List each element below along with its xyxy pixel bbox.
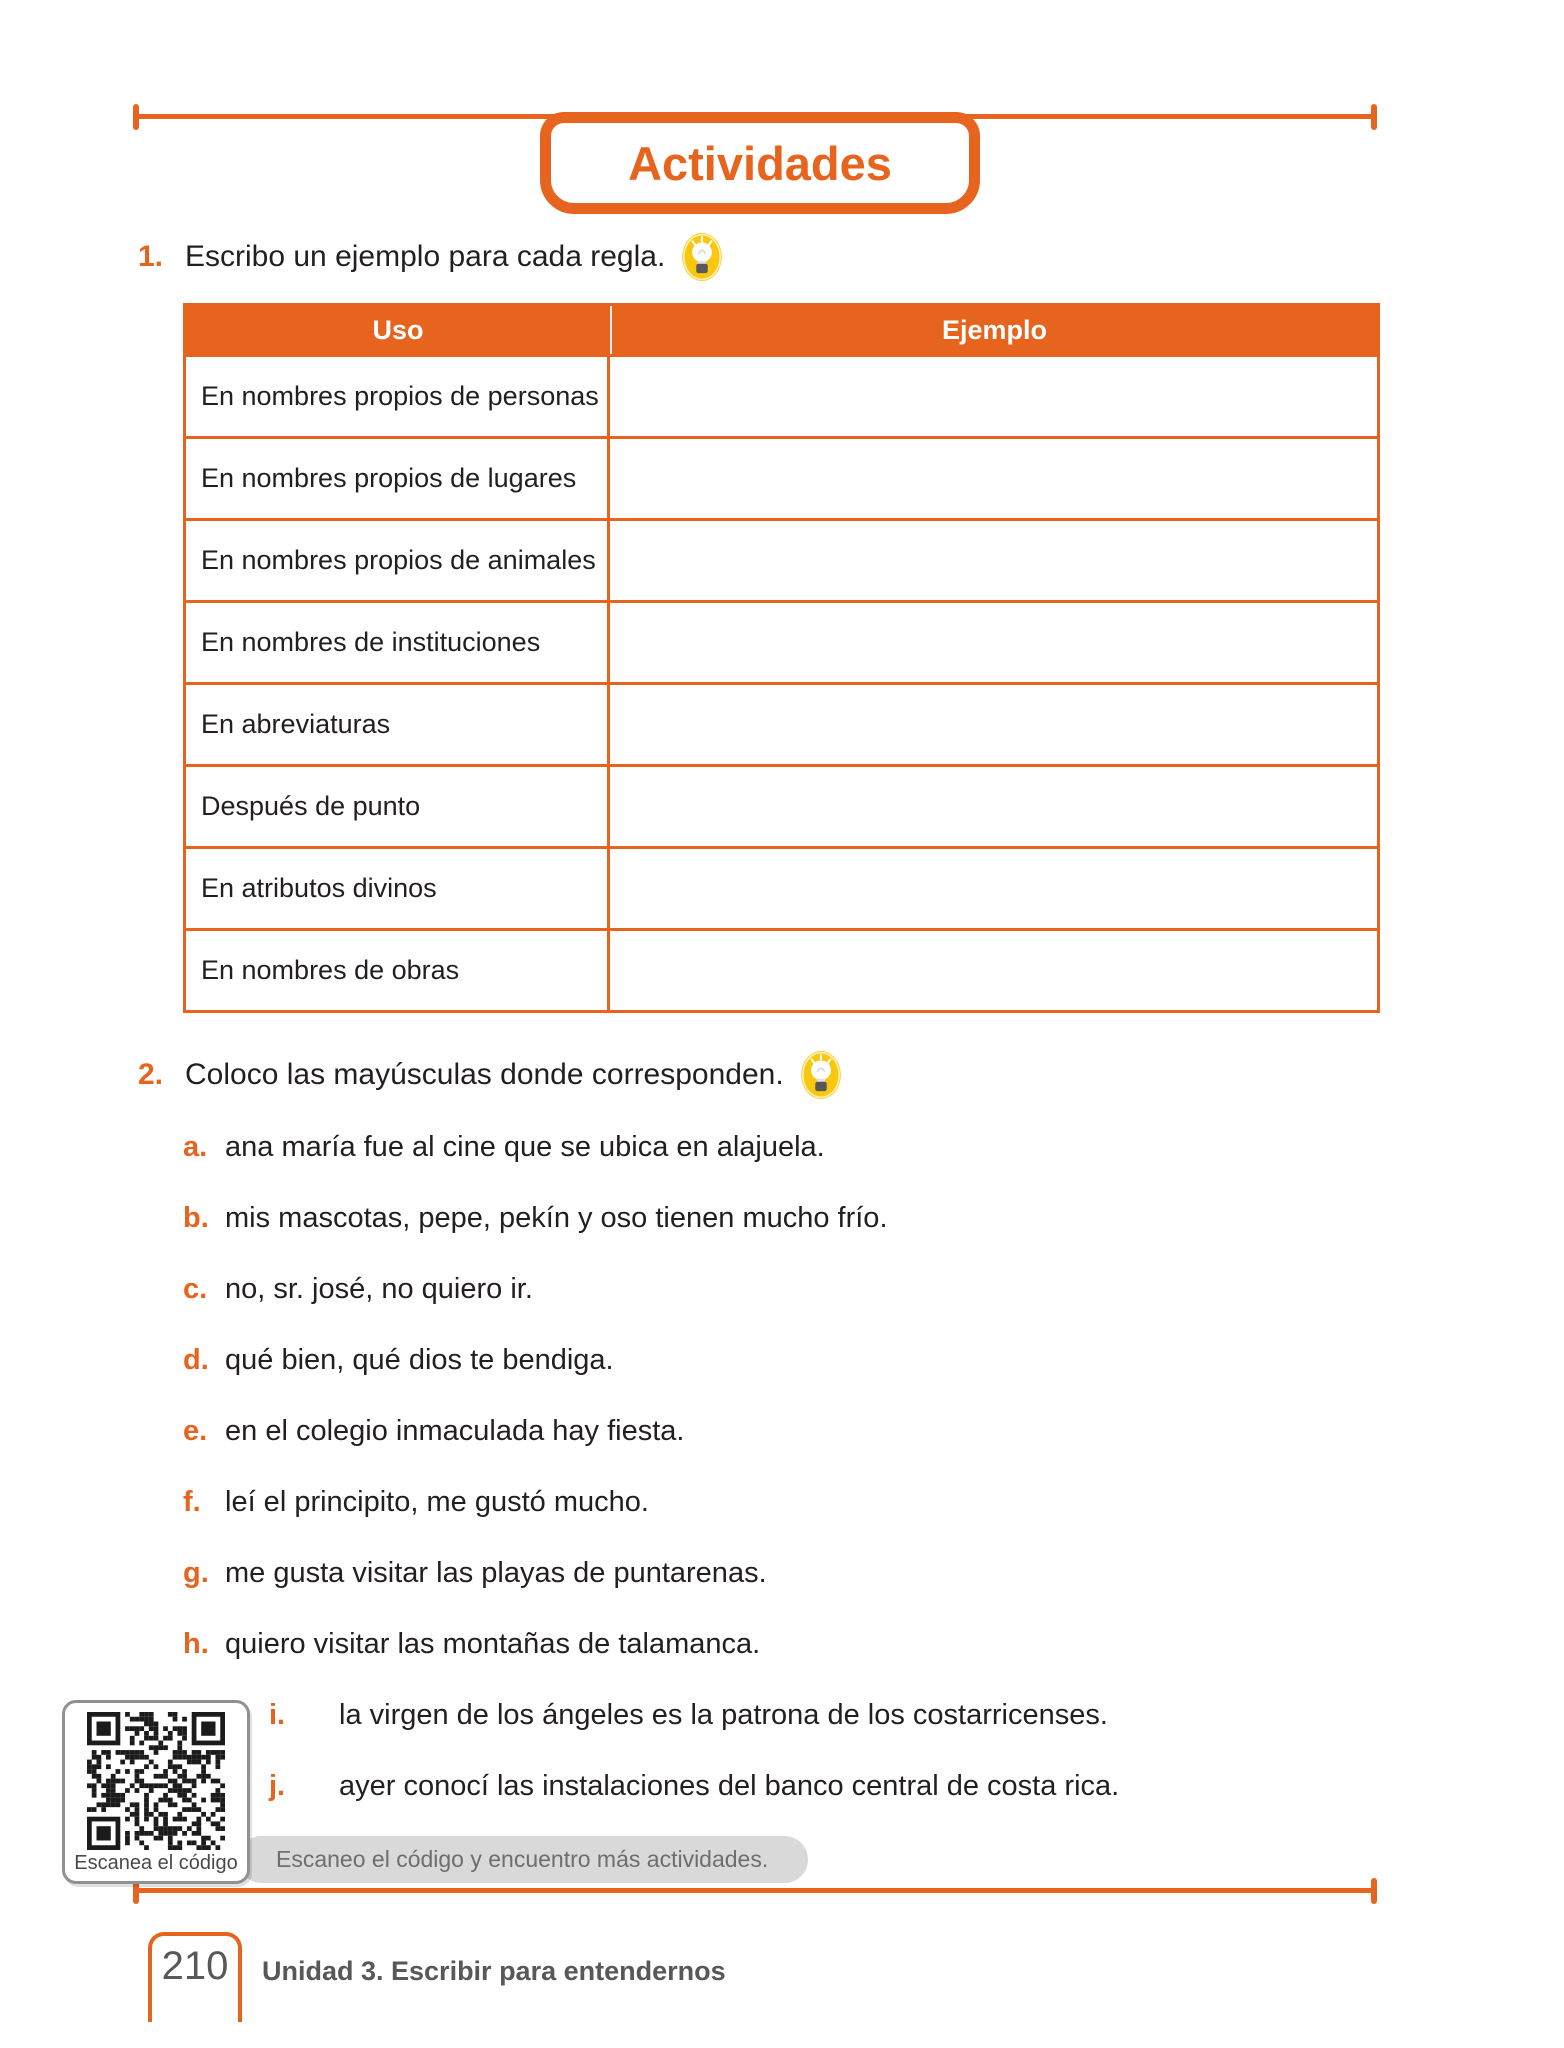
item-sentence: en el colegio inmaculada hay fiesta.: [225, 1415, 685, 1447]
item-letter: h.: [183, 1628, 209, 1660]
exercise2-instruction: Coloco las mayúsculas donde corresponden.: [185, 1058, 784, 1091]
table-row: [186, 436, 1377, 518]
uso-cell: En nombres propios de lugares: [186, 439, 610, 518]
rules-table: [183, 303, 1380, 1013]
page-number-box: [148, 1932, 242, 2022]
bottom-divider: [135, 1888, 1375, 1893]
qr-code-icon: [87, 1712, 225, 1850]
item-sentence: qué bien, qué dios te bendiga.: [225, 1344, 614, 1376]
item-sentence: me gusta visitar las playas de puntarenas.: [225, 1557, 767, 1589]
divider-right-tick: [1371, 104, 1377, 130]
item-letter: a.: [183, 1131, 208, 1163]
uso-cell: En nombres de instituciones: [186, 603, 610, 682]
item-sentence: leí el principito, me gustó mucho.: [225, 1486, 649, 1518]
ejemplo-cell: [610, 931, 1377, 1010]
item-letter: e.: [183, 1415, 208, 1447]
exercise2-items: [183, 1112, 1433, 1822]
list-item: [183, 1609, 1433, 1680]
list-item: [183, 1396, 1433, 1467]
page-title: Actividades: [628, 136, 892, 190]
exercise2-number: 2.: [138, 1058, 164, 1091]
item-letter: f.: [183, 1486, 201, 1518]
item-letter: j.: [269, 1770, 286, 1802]
table-row: [186, 846, 1377, 928]
actividades-banner: [540, 112, 980, 214]
ejemplo-cell: [610, 357, 1377, 436]
exercise1-number: 1.: [138, 240, 164, 273]
uso-cell: Después de punto: [186, 767, 610, 846]
qr-code: [87, 1712, 225, 1850]
item-sentence: ayer conocí las instalaciones del banco central de costa rica.: [339, 1770, 1120, 1802]
column-header-uso: Uso: [372, 314, 424, 345]
item-sentence: ana maría fue al cine que se ubica en alajuela.: [225, 1131, 825, 1163]
item-sentence: mis mascotas, pepe, pekín y oso tienen mucho frío.: [225, 1202, 888, 1234]
table-row: [186, 600, 1377, 682]
exercise1-heading: [138, 232, 723, 282]
table-row: [186, 354, 1377, 436]
ejemplo-cell: [610, 685, 1377, 764]
item-letter: c.: [183, 1273, 208, 1305]
exercise1-instruction: Escribo un ejemplo para cada regla.: [185, 240, 666, 273]
table-row: [186, 764, 1377, 846]
ejemplo-cell: [610, 439, 1377, 518]
column-header-ejemplo: Ejemplo: [610, 306, 1377, 354]
qr-caption: Escanea el código: [74, 1852, 238, 1874]
exercise2-heading: [138, 1050, 842, 1100]
table-header-row: [186, 306, 1377, 354]
list-item: [183, 1751, 1433, 1822]
qr-activities-pill: [238, 1836, 808, 1883]
unit-label: Unidad 3. Escribir para entendernos: [262, 1956, 726, 1986]
list-item: [183, 1680, 1433, 1751]
item-letter: g.: [183, 1557, 209, 1589]
item-letter: i.: [269, 1699, 286, 1731]
list-item: [183, 1325, 1433, 1396]
item-letter: b.: [183, 1202, 209, 1234]
divider-right-tick: [1371, 1878, 1377, 1904]
list-item: [183, 1538, 1433, 1609]
list-item: [183, 1254, 1433, 1325]
ejemplo-cell: [610, 603, 1377, 682]
item-sentence: quiero visitar las montañas de talamanca.: [225, 1628, 761, 1660]
page-number: 210: [161, 1944, 229, 1988]
divider-left-tick: [133, 104, 139, 130]
table-row: [186, 928, 1377, 1010]
qr-panel: [62, 1700, 250, 1884]
ejemplo-cell: [610, 767, 1377, 846]
lightbulb-icon: [681, 232, 723, 282]
ejemplo-cell: [610, 521, 1377, 600]
table-row: [186, 518, 1377, 600]
item-letter: d.: [183, 1344, 209, 1376]
uso-cell: En nombres propios de animales: [186, 521, 610, 600]
ejemplo-cell: [610, 849, 1377, 928]
item-sentence: la virgen de los ángeles es la patrona de los costarricenses.: [339, 1699, 1108, 1731]
uso-cell: En abreviaturas: [186, 685, 610, 764]
list-item: [183, 1467, 1433, 1538]
item-sentence: no, sr. josé, no quiero ir.: [225, 1273, 533, 1305]
list-item: [183, 1183, 1433, 1254]
uso-cell: En nombres de obras: [186, 931, 610, 1010]
uso-cell: En nombres propios de personas: [186, 357, 610, 436]
uso-cell: En atributos divinos: [186, 849, 610, 928]
list-item: [183, 1112, 1433, 1183]
table-row: [186, 682, 1377, 764]
qr-pill-text: Escaneo el código y encuentro más actividades.: [276, 1846, 769, 1872]
lightbulb-icon: [800, 1050, 842, 1100]
